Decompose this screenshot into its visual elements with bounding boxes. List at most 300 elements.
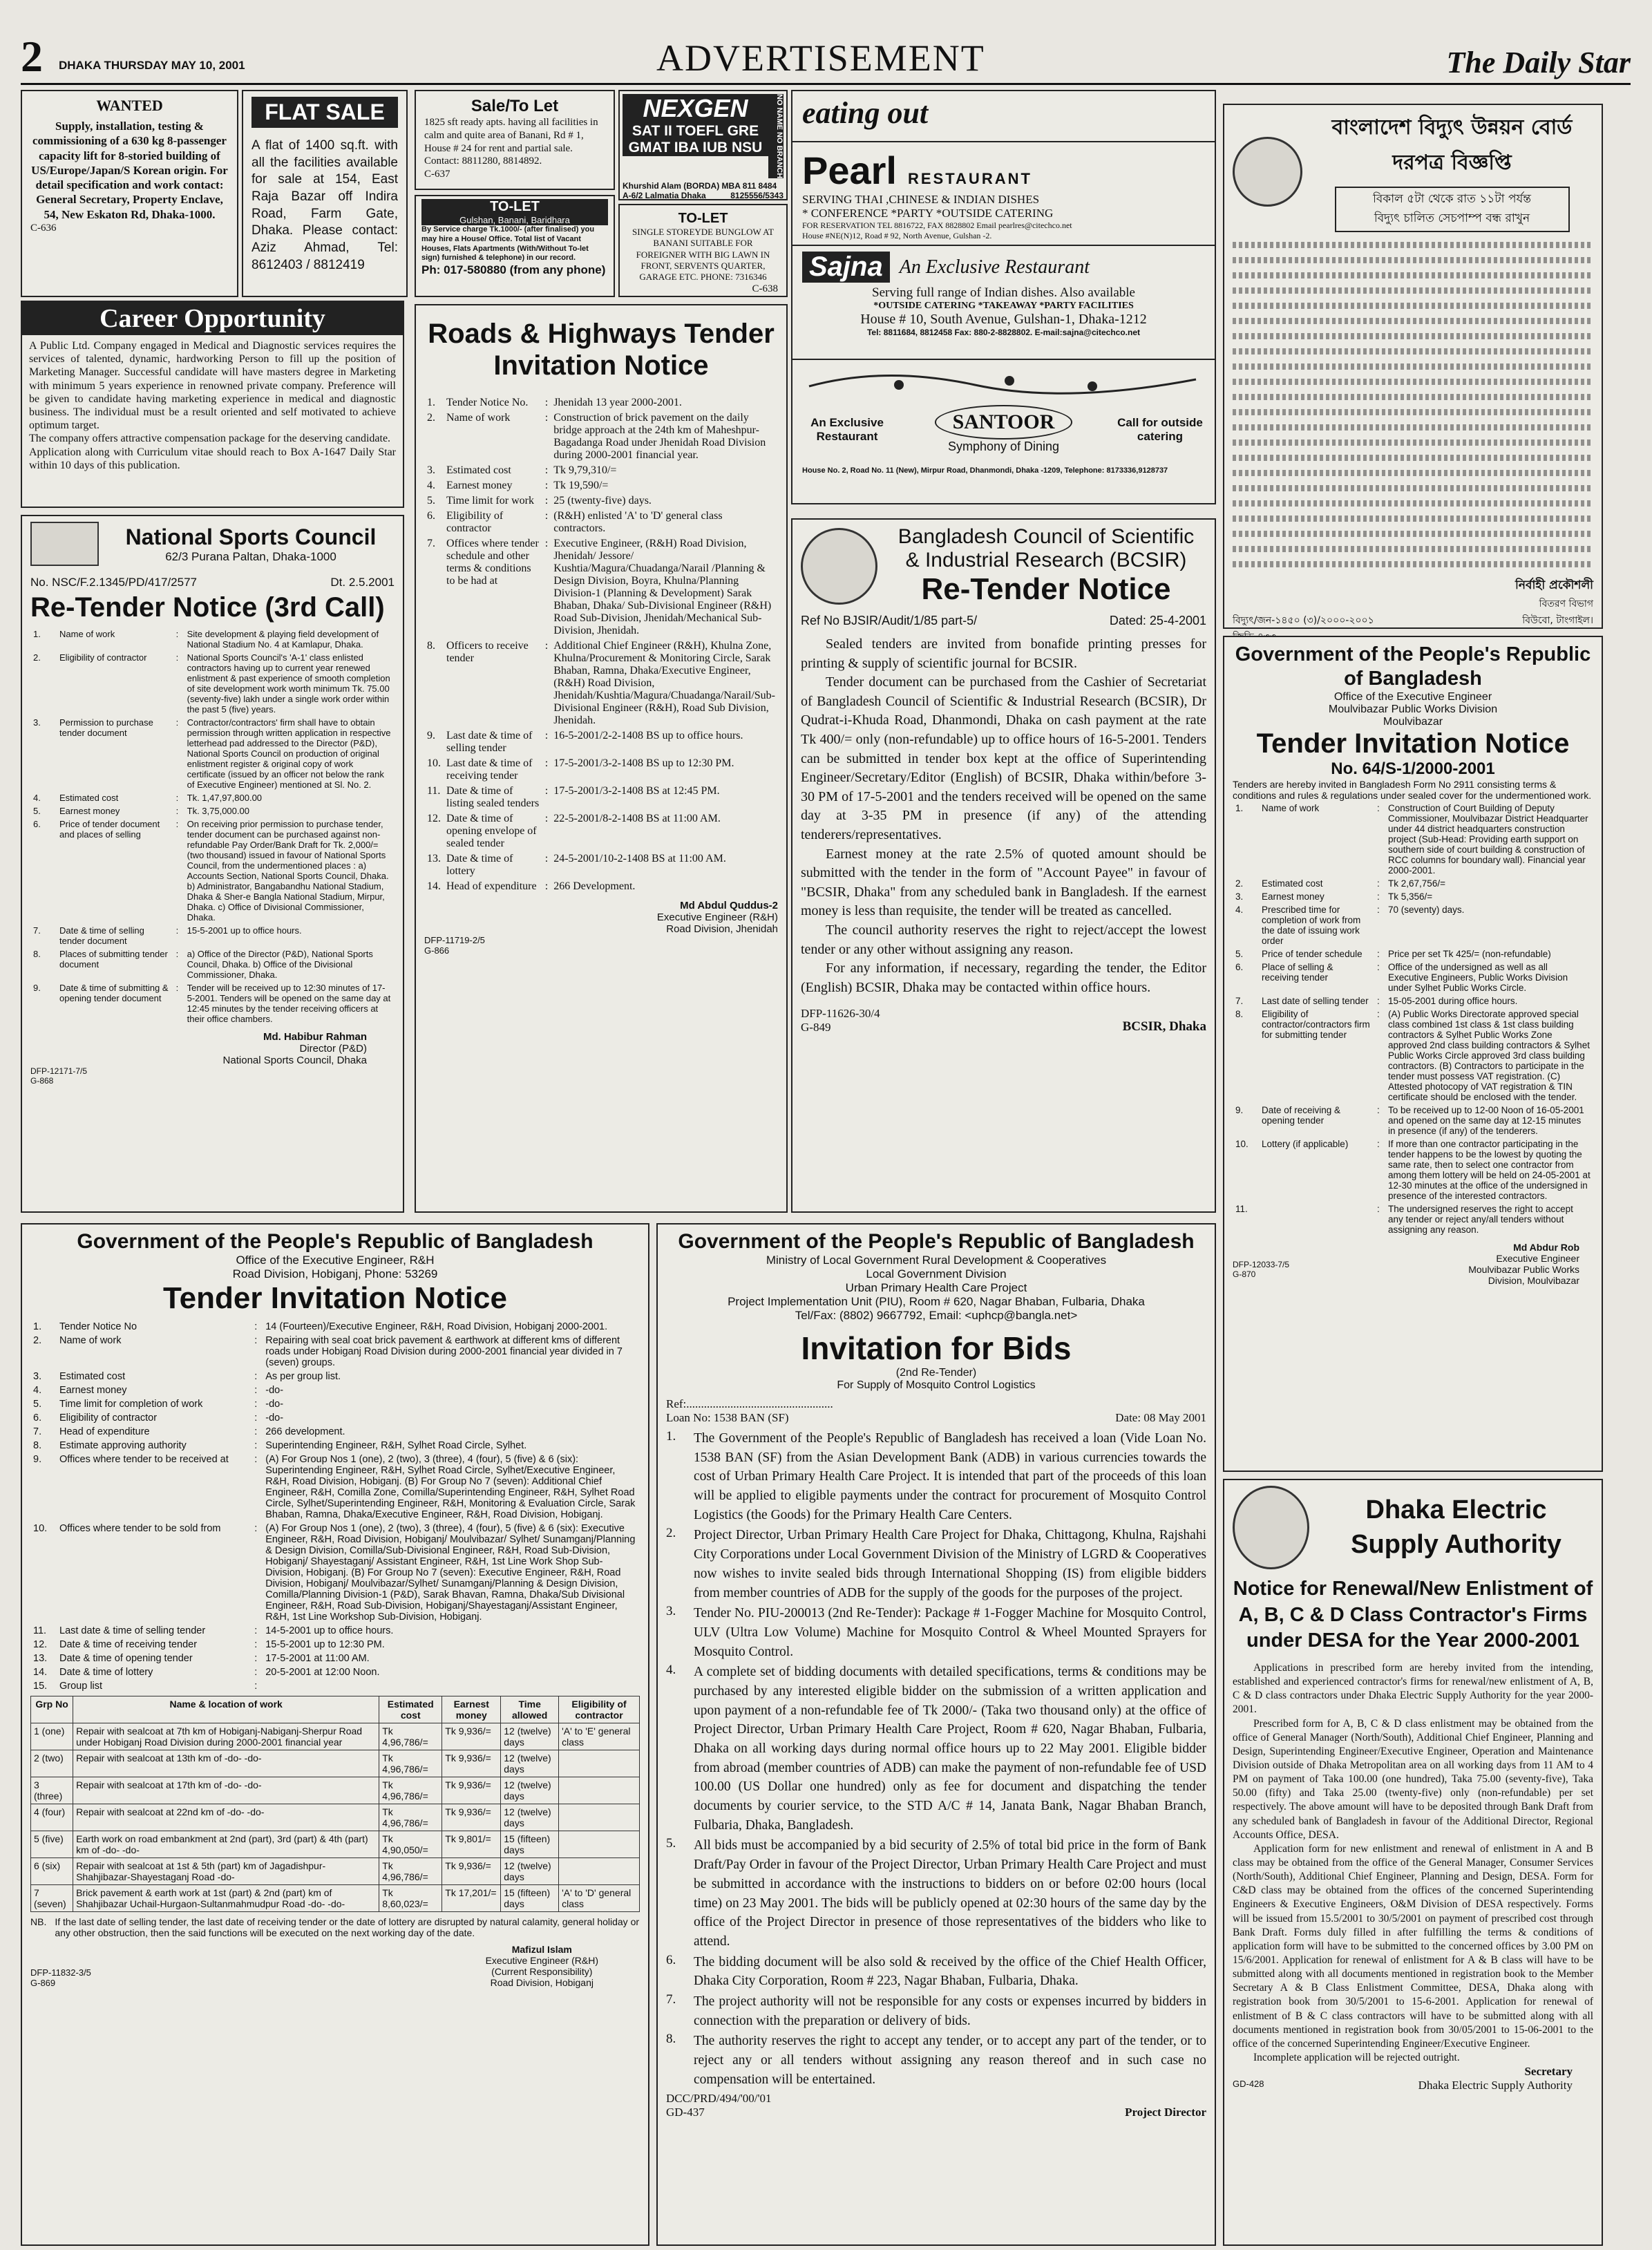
row-label: Estimate approving authority [59, 1440, 187, 1451]
flat-sale-ad [242, 90, 408, 297]
row-value: As per group list. [265, 1371, 341, 1382]
table-row [30, 651, 395, 716]
row-label: Date & time of lottery [59, 1667, 153, 1678]
row-value: Tk 2,67,756/= [1388, 878, 1445, 889]
table-row [1233, 1137, 1593, 1202]
ifb-division: Local Government Division [866, 1267, 1007, 1280]
row-value: On receiving prior permission to purchase tender, tender document can be purchased against non-refundable Pay Order/Bank Draft for Tk. 2,000/= (two thousand) issued in favour of National Sports Council, from the undermentioned places : a) Accounts Section, National Sports Council, Dhaka. b) Administrator, Bangabandhu National Stadium, Dhaka & Sher-e Bangla National Stadium, Mirpur, Dhaka. c) Office of Divisional Commissioner, Dhaka. [187, 819, 389, 923]
moulvibazar-tender-ad [1223, 636, 1603, 1472]
row-label: Name of work [1262, 803, 1320, 814]
ad-code: G-866 [424, 945, 450, 956]
sajna-line2: *OUTSIDE CATERING *TAKEAWAY *PARTY FACILITIES [873, 301, 1134, 311]
group-table-cell: Tk 9,936/= [442, 1858, 501, 1885]
group-table-cell: Tk 4,96,786/= [379, 1777, 442, 1804]
row-value: 14-5-2001 up to office hours. [265, 1625, 394, 1636]
nexgen-ad [618, 90, 788, 200]
roads-org: Road Division, Jhenidah [666, 923, 778, 935]
pearl-line2: * CONFERENCE *PARTY *OUTSIDE CATERING [802, 207, 1054, 220]
ifb-unit: Project Implementation Unit (PIU), Room # 620, Nagar Bhaban, Fulbaria, Dhaka [728, 1295, 1145, 1308]
table-row [30, 627, 395, 651]
ad-code: DFP-11719-2/5 [424, 935, 485, 945]
row-separator: : [254, 1639, 258, 1650]
row-number: 10. [33, 1523, 48, 1534]
row-number: 8. [33, 1440, 42, 1451]
row-number: 8. [1235, 1009, 1244, 1020]
row-separator: : [175, 983, 179, 993]
row-label: Places of submitting tender document [59, 949, 168, 970]
nexgen-phones: 8125556/5343 [730, 191, 784, 201]
row-number: 6. [1235, 962, 1244, 973]
ifb-signoff: Project Director [1125, 2106, 1206, 2119]
bcsir-p3: Earnest money at the rate 2.5% of quoted amount should be submitted with the tender in the form of "Account Payee" in favour of "BCSIR, Dhaka" from any scheduled bank in Bangladesh. If the earnest money is less than requisite, the tender will be treated as cancelled. [801, 846, 1206, 919]
bpdb-subtitle: দরপত্র বিজ্ঞপ্তি [1392, 151, 1512, 175]
row-separator: : [544, 853, 549, 864]
group-table-header: Name & location of work [73, 1696, 379, 1723]
group-table-cell: Tk 4,90,050/= [379, 1831, 442, 1858]
row-value: To be received up to 12-00 Noon of 16-05-2001 and opened on the same day at 12-15 minutes in presence (if any) of the tenderers. [1388, 1105, 1584, 1137]
bpdb-body-text [1233, 242, 1593, 567]
row-label: Group list [59, 1681, 103, 1692]
hb-group-table [30, 1696, 640, 1912]
row-label: Tender Notice No. [446, 397, 529, 408]
group-table-cell: 4 (four) [31, 1804, 73, 1831]
nsc-notice-title: Re-Tender Notice (3rd Call) [30, 592, 385, 623]
desa-p1: Applications in prescribed form are hereby invited from the intending, established and experienced contractor's firms for renewal/new enlistment of A, B, C & D class contractors under Dhaka Electric Supply Authority for the year 2000-2001. [1233, 1662, 1593, 1716]
table-row [424, 410, 778, 463]
row-number: 1. [33, 629, 41, 639]
ad-code: C-636 [30, 222, 57, 234]
table-row [1233, 994, 1593, 1008]
bcsir-p5: For any information, if necessary, regarding the tender, the Editor (English) BCSIR, Dhaka may be contacted within office hours. [801, 961, 1206, 995]
ifb-sub2: For Supply of Mosquito Control Logistics [837, 1379, 1036, 1391]
flat-sale-body: A flat of 1400 sq.ft. with all the facilities available for sale at 154, East Raja Bazar off Indira Road, Farm Gate, Dhaka. Please contact: Aziz Ahmad, Tel: 8612403 / 8812419 [251, 138, 398, 272]
row-separator: : [544, 510, 549, 522]
group-table-cell: Tk 9,801/= [442, 1831, 501, 1858]
table-row [1233, 802, 1593, 877]
nsc-table [30, 627, 395, 1025]
pearl-tag: RESTAURANT [908, 170, 1032, 187]
table-row [30, 1624, 640, 1638]
group-table-header: Earnest money [442, 1696, 501, 1723]
row-label: Officers to receive tender [446, 640, 529, 664]
group-table-cell: 'A' to 'E' general class [559, 1723, 640, 1750]
to-let-subtitle: Gulshan, Banani, Baridhara [421, 215, 608, 225]
row-label: Name of work [446, 412, 511, 424]
list-item [666, 1429, 1206, 1524]
group-table-header: Time allowed [501, 1696, 559, 1723]
row-label: Place of selling & receiving tender [1262, 962, 1333, 983]
row-separator: : [1377, 1204, 1380, 1215]
hb-office: Office of the Executive Engineer, R&H [236, 1254, 435, 1267]
row-label: Time limit for work [446, 495, 534, 507]
nexgen-address: A-6/2 Lalmatia Dhaka [623, 191, 706, 201]
desa-org: Dhaka Electric Supply Authority [1418, 2079, 1573, 2092]
hb-org: Road Division, Hobiganj [490, 1977, 594, 1988]
table-row [1233, 1008, 1593, 1104]
desa-notice-ad [1223, 1479, 1603, 2246]
group-table-cell: 12 (twelve) days [501, 1804, 559, 1831]
bcsir-p1: Sealed tenders are invited from bonafide printing presses for printing & supply of scientific journal for BCSIR. [801, 636, 1206, 671]
ifb-gov: Government of the People's Republic of Bangladesh [678, 1230, 1195, 1253]
table-row [424, 811, 778, 851]
row-label: Estimated cost [1262, 878, 1323, 889]
group-table-cell [559, 1804, 640, 1831]
desa-p4: Incomplete application will be rejected outright. [1253, 2052, 1460, 2063]
career-body3: Application along with Curriculum vitae should reach to Box A-1647 Daily Star within 10 days of this publication. [29, 446, 396, 471]
row-label: Earnest money [59, 1385, 127, 1396]
mb-office3: Moulvibazar [1383, 715, 1443, 728]
group-table-cell: 12 (twelve) days [501, 1858, 559, 1885]
table-row [1233, 961, 1593, 994]
row-value: Tk 9,79,310/= [553, 464, 617, 476]
ifb-date: Date: 08 May 2001 [1115, 1411, 1206, 1424]
row-number: 11. [33, 1625, 47, 1636]
row-separator: : [175, 717, 179, 728]
pearl-logo: Pearl [802, 149, 897, 192]
sajna-logo: Sajna [802, 252, 890, 283]
group-table-cell: Repair with sealcoat at 7th km of Hobiganj-Nabiganj-Sherpur Road under Hobiganj Road Division during 2000-2001 financial year [73, 1723, 379, 1750]
row-number: 8. [427, 640, 435, 652]
mb-office: Office of the Executive Engineer [1333, 690, 1492, 703]
row-number: 11. [1235, 1204, 1248, 1215]
row-number: 8. [33, 949, 41, 959]
row-separator: : [544, 495, 549, 507]
group-table-cell: 3 (three) [31, 1777, 73, 1804]
row-separator: : [1377, 949, 1380, 960]
row-number: 14. [33, 1667, 48, 1678]
row-label: Date of receiving & opening tender [1262, 1105, 1341, 1126]
nexgen-contact: Khurshid Alam (BORDA) MBA 811 8484 [623, 181, 777, 191]
group-table-cell [559, 1831, 640, 1858]
group-table-cell: 15 (fifteen) days [501, 1831, 559, 1858]
list-item [666, 2032, 1206, 2089]
nsc-title: National Sports Council [125, 524, 377, 549]
group-table-row [31, 1804, 640, 1831]
table-row [30, 1425, 640, 1439]
bpdb-title: বাংলাদেশ বিদ্যুৎ উন্নয়ন বোর্ড [1331, 115, 1573, 140]
row-value: Tk. 3,75,000.00 [187, 806, 249, 816]
wanted-title: WANTED [96, 97, 163, 114]
row-label: Last date & time of receiving tender [446, 757, 533, 782]
table-row [424, 756, 778, 784]
roads-highways-tender-ad [415, 304, 788, 1213]
row-value: 15-5-2001 up to office hours. [187, 925, 302, 936]
desa-p3: Application form for new enlistment and renewal of enlistment in A and B class may be obtained from the office of the General Manager, Consumer Services (North/South), Additional Chief Engineer, Planning and Design, DESA. Form for C&D class may be obtained from the offices of the concerned Superintending Engineers & Executive Engineers, O&M Division of DESA respectively. Forms will be issued from 15.5/2001 to 30/5/2001 on payment of prescribed cost through Bank Draft. Forms duly filled in after fulfilling the terms & conditions of application form will have to be submitted to the concerned offices by 3.00 PM on 15/6/2001. Application for renewal of enlistment for A & B class will have to be submitted along with all documents mentioned in registration book to the Member Secretary A & B Class Enlistment Committee, DESA, Dhaka along with registration book from 30/5/2001 to 15-6-2001. Application for renewal of enlistment of B & C class contractors will have to be submitted along with all documents mentioned in registration book from 30/05/2001 to 15-06-2001 to the office of the concerned Superintending Engineer/Executive Engineer. [1233, 1842, 1593, 2050]
list-item-text: A complete set of bidding documents with detailed specifications, terms & conditions may be purchased by any interested eligible bidder on the submission of a written application and upon payment of a non-refundable fee of Tk 2000/- (Taka two thousand only) at the office of Project Director, Urban Primary Health Care Project, Room # 620, Nagar Bhaban, Fulbaria, Dhaka on all working days during normal office hours up to 22 May 2001. Eligible bidder from abroad (member countries of ADB) can make the payment of non-refundable fee of USD 100.00 (US Dollar one hundred) only as fee for document and dispatching the tender documents by courier service, to the STD A/C # 14, Janata Bank, Nagar Bhaban Branch, Fulbaria, Dhaka, Bangladesh. [694, 1665, 1206, 1833]
row-label: Earnest money [1262, 891, 1325, 902]
ad-code: GD-428 [1233, 2079, 1264, 2090]
mb-notice-no: No. 64/S-1/2000-2001 [1331, 759, 1495, 778]
row-label: Permission to purchase tender document [59, 717, 153, 738]
row-separator: : [254, 1371, 258, 1382]
sajna-ad [792, 246, 1215, 360]
table-row [30, 1320, 640, 1334]
hb-gov: Government of the People's Republic of Bangladesh [77, 1230, 594, 1253]
row-number: 10. [427, 757, 441, 769]
row-label [1259, 1202, 1374, 1236]
list-item [666, 1836, 1206, 1951]
bpdb-emblem-icon [1233, 137, 1302, 207]
group-table-cell: 1 (one) [31, 1723, 73, 1750]
row-value: (A) For Group Nos 1 (one), 2 (two), 3 (three), 4 (four), 5 (five) & 6 (six): Executive Engineer, R&H, Road Division, Hobiganj/ Moulvibazar/ Sylhet/ Sunamganj/Planning & Design Division, Comilla/Sub-Divisional Engineer, R&H, Road Sub-Division, Hobiganj/ Shayestaganj/ Assistant Engineer, R&H, 1st Line Work Shop Sub-Division, Hobiganj. (B) For Group No 7 (seven): Executive Engineer, R&H, Road Division, Hobiganj/ Moulvibazar/Sylhet/ Sunamganj/Planning & Design Division, Comilla/Planning Division-1 (P&D), Sarak Bhavan, Ramna, Dhaka/Sub Divisional Engineer, R&H, Road Sub-Division, Hobiganj/Shayestaganj/Assistant Engineer, R&H, 1st Line Workshop Sub-Division, Hobiganj. [265, 1523, 636, 1623]
list-item-number: 4. [666, 1663, 676, 1678]
row-value: a) Office of the Director (P&D), National Sports Council, Dhaka. b) Office of the Divisional Commissioner, Dhaka. [187, 949, 373, 980]
table-row [30, 1397, 640, 1411]
list-item-text: Project Director, Urban Primary Health Care Project for Dhaka, Chittagong, Khulna, Rajshahi City Corporations under Local Government Division of the Ministry of LGRD & Cooperatives now wishes to invite sealed bids through International Shopping (IS) from eligible bidders from member countries of ADB for the supply of the goods for the purposes of the project. [694, 1528, 1206, 1600]
row-number: 7. [427, 538, 435, 549]
mb-designation: Executive Engineer [1496, 1253, 1579, 1265]
list-item-number: 5. [666, 1836, 676, 1851]
table-row [1233, 1104, 1593, 1137]
row-separator: : [544, 757, 549, 769]
table-row [30, 1652, 640, 1665]
row-number: 10. [1235, 1139, 1249, 1150]
dateline: DHAKA THURSDAY MAY 10, 2001 [59, 59, 245, 72]
list-item-number: 3. [666, 1604, 676, 1619]
ad-code: DFP-11626-30/4 [801, 1007, 880, 1021]
row-value: 25 (twenty-five) days. [553, 495, 652, 507]
row-label: Earnest money [59, 806, 120, 816]
row-value: Tk. 1,47,97,800.00 [187, 793, 263, 803]
to-let-title: TO-LET [421, 199, 608, 215]
bcsir-p4: The council authority reserves the right to reject/accept the lowest tender or any other without assigning any reason. [801, 922, 1206, 957]
santoor-address: House No. 2, Road No. 11 (New), Mirpur Road, Dhanmondi, Dhaka -1209, Telephone: 8173336,9128737 [802, 466, 1168, 475]
row-number: 11. [427, 785, 441, 797]
mb-notice-title: Tender Invitation Notice [1256, 728, 1570, 759]
row-separator: : [254, 1385, 258, 1396]
table-row [30, 817, 395, 924]
sajna-line3: House # 10, South Avenue, Gulshan-1, Dhaka-1212 [860, 312, 1147, 327]
mb-org: Moulvibazar Public Works [1468, 1264, 1579, 1276]
row-label: Price of tender schedule [1262, 949, 1363, 960]
desa-notice-title: Notice for Renewal/New Enlistment of A, B, C & D Class Contractor's Firms under DESA for the Year 2000-2001 [1233, 1578, 1593, 1652]
row-value: 17-5-2001/3-2-1408 BS at 12:45 PM. [553, 785, 720, 797]
career-body: A Public Ltd. Company engaged in Medical and Diagnostic services requires the services of talented, dynamic, hardworking Person to fill up the position of Marketing Manager. Successful candidate will have masters degree in Marketing with minimum 5 years experience in renowned private company. Preference will be given to candidate having marketing experience in medical and diagnostic business. The individual must be a result oriented and self motivated to achieve optimum target. [29, 340, 396, 432]
sale-to-let-body: 1825 sft ready apts. having all facilities in calm and quite area of Banani, Rd # 1, House # 24 for rent and partial sale. Contact: 8811280, 8814892. [424, 117, 598, 167]
group-table-row [31, 1723, 640, 1750]
table-row [30, 1665, 640, 1679]
row-value: Tk 5,356/= [1388, 891, 1433, 902]
row-label: Estimated cost [59, 793, 119, 803]
group-table-cell: Tk 4,96,786/= [379, 1858, 442, 1885]
row-value: -do- [265, 1399, 284, 1410]
nsc-designation: Director (P&D) [299, 1043, 367, 1055]
wanted-body: Supply, installation, testing & commissioning of a 630 kg 8-passenger capacity lift for 8-storied building of US/Europe/Japan/S Korean origin. For detail specification and work contact: General Secretary, Property Enclave, 54, New Eskaton Rd, Dhaka-1000. [31, 120, 228, 221]
row-separator: : [544, 397, 549, 408]
row-value: Office of the undersigned as well as all Executive Engineers, Public Works Division under Sylhet Public Works Circle. [1388, 962, 1568, 994]
roads-designation: Executive Engineer (R&H) [656, 911, 778, 923]
row-value: 20-5-2001 at 12:00 Noon. [265, 1667, 380, 1678]
table-row [30, 1638, 640, 1652]
bcsir-emblem-icon [801, 528, 877, 605]
row-value: 17-5-2001/3-2-1408 BS up to 12:30 PM. [553, 757, 734, 769]
flat-sale-title: FLAT SALE [251, 97, 398, 128]
ad-code: G-869 [30, 1978, 56, 1988]
row-value: 15-5-2001 up to 12:30 PM. [265, 1639, 385, 1650]
row-number: 4. [1235, 905, 1244, 916]
eating-out-ads [791, 90, 1216, 504]
table-row [1233, 947, 1593, 961]
row-value: 16-5-2001/2-2-1408 BS up to office hours. [553, 730, 743, 741]
group-table-cell: Tk 4,96,786/= [379, 1750, 442, 1777]
page-number: 2 [21, 32, 43, 81]
row-number: 4. [33, 1385, 42, 1396]
row-number: 2. [427, 412, 435, 424]
row-number: 9. [33, 983, 41, 993]
row-label: Earnest money [446, 480, 513, 491]
mb-table [1233, 802, 1593, 1236]
row-separator: : [254, 1321, 258, 1332]
list-item-number: 1. [666, 1429, 676, 1444]
row-separator: : [1377, 878, 1380, 889]
row-number: 3. [33, 717, 41, 728]
nsc-ref: No. NSC/F.2.1345/PD/417/2577 [30, 576, 197, 589]
row-separator: : [1377, 1009, 1380, 1020]
bcsir-signoff: BCSIR, Dhaka [1122, 1019, 1206, 1034]
bcsir-p2: Tender document can be purchased from the Cashier of Secretariat of Bangladesh Council of Scientific & Industrial Research (BCSIR), Dr Qudrat-i-Khuda Road, Dhanmondi, Dhaka on cash payment at the rate Tk 400/= only (non-refundable) up to office hours of 16-5-2001. Tenders can be submitted in tender box kept at the office of Superintending Engineer/Secretary/Editor (English) of BCSIR, Dhaka within/before 3-30 PM of 17-5-2001 and the tenders received will be opened on the same day at 3-35 PM in presence (if any) of the attending tenderers/representatives. [801, 674, 1206, 842]
to-let-phone: Ph: 017-580880 (from any phone) [421, 263, 606, 276]
row-separator: : [254, 1523, 258, 1534]
group-table-cell: 15 (fifteen) days [501, 1885, 559, 1912]
list-item-text: All bids must be accompanied by a bid security of 2.5% of total bid price in the form of Bank Draft/Pay Order in favour of the Project Director, Urban Primary Health Care Project and must be submitted in accordance with the instructions to bidders on or before 02:00 hours (local time) on 23 May 2001. The bids will be publicly opened at 02:30 hours of the same day by the office of the Project Director in presence of those representatives of the bidders who like to attend. [694, 1838, 1206, 1949]
row-label: Date & time of selling tender document [59, 925, 144, 946]
ifb-sub1: (2nd Re-Tender) [895, 1367, 977, 1379]
ad-code: DFP-11832-3/5 [30, 1967, 91, 1978]
desa-emblem-icon [1233, 1486, 1309, 1569]
table-row [30, 1453, 640, 1522]
row-value: -do- [265, 1385, 284, 1396]
row-label: Tender Notice No [59, 1321, 137, 1332]
bcsir-notice-title: Re-Tender Notice [921, 572, 1171, 606]
hb-notice-title: Tender Invitation Notice [163, 1281, 507, 1315]
hb-signer: Mafizul Islam [511, 1944, 572, 1955]
row-separator: : [544, 412, 549, 424]
list-item-text: The authority reserves the right to accept any tender, or to accept any part of the tender, or to reject any or all tenders without assigning any reason thereof and in such case no compensation will be entertained. [694, 2034, 1206, 2087]
row-value: (R&H) enlisted 'A' to 'D' general class contractors. [553, 510, 723, 534]
row-separator: : [1377, 891, 1380, 902]
row-separator: : [544, 880, 549, 892]
row-number: 2. [33, 652, 41, 663]
bpdb-signer: নির্বাহী প্রকৌশলী [1515, 578, 1593, 592]
nexgen-side-text: NO NAME NO BRANCH [768, 94, 784, 178]
row-separator: : [175, 793, 179, 803]
list-item [666, 1604, 1206, 1661]
list-item-number: 6. [666, 1952, 676, 1967]
bcsir-title2: & Industrial Research (BCSIR) [905, 549, 1187, 571]
nsc-address: 62/3 Purana Paltan, Dhaka-1000 [165, 549, 336, 563]
row-separator: : [254, 1454, 258, 1465]
nsc-tender-ad [21, 515, 404, 1213]
row-label: Lottery (if applicable) [1262, 1139, 1349, 1150]
row-label: Prescribed time for completion of work from the date of issuing work order [1262, 905, 1361, 947]
list-item [666, 1992, 1206, 2030]
row-value: Price per set Tk 425/= (non-refundable) [1388, 949, 1551, 960]
group-table-cell: Tk 9,936/= [442, 1723, 501, 1750]
row-number: 1. [33, 1321, 42, 1332]
group-table-cell: 'A' to 'D' general class [559, 1885, 640, 1912]
row-number: 7. [33, 925, 41, 936]
row-separator: : [1377, 803, 1380, 814]
row-label: Last date & time of selling tender [446, 730, 533, 754]
mb-org2: Division, Moulvibazar [1488, 1275, 1579, 1287]
group-table-cell: 6 (six) [31, 1858, 73, 1885]
list-item-text: The Government of the People's Republic of Bangladesh has received a loan (Vide Loan No. 1538 BAN (SF) from the Asian Development Bank (ADB) in various currencies towards the cost of Urban Primary Health Care Project. It is intended that part of the proceeds of this loan will be applied to eligible payments under the contract for procurement of Mosquito Control Logistics (the Goods) for the Primary Health Care Centers. [694, 1431, 1206, 1522]
row-number: 2. [33, 1335, 42, 1346]
list-item [666, 1953, 1206, 1991]
nsc-date: Dt. 2.5.2001 [330, 576, 395, 589]
row-label: Price of tender document and places of selling [59, 819, 160, 840]
row-label: Offices where tender to be sold from [59, 1523, 221, 1534]
row-separator: : [544, 538, 549, 549]
music-notes-icon [802, 366, 1203, 397]
row-separator: : [175, 819, 179, 829]
row-value: (A) Public Works Directorate approved special class combined 1st class & 1st class building contractors & Sylhet Public Works Zone approved 2nd class building contractors & Sylhet Public Works Circle approved 3rd class building contractors. (B) Contractors to participate in the tender must possess VAT registration. (C) Attested photocopy of VAT registration & TIN certificate should be enclosed with the tender. [1388, 1009, 1590, 1103]
row-separator: : [1377, 905, 1380, 916]
roads-title: Roads & Highways Tender Invitation Notice [428, 319, 775, 381]
to-let-gulshan-ad [415, 195, 615, 297]
row-number: 1. [1235, 803, 1244, 814]
ifb-ministry: Ministry of Local Government Rural Development & Cooperatives [766, 1254, 1107, 1267]
group-table-cell: 7 (seven) [31, 1885, 73, 1912]
table-row [424, 536, 778, 639]
masthead [21, 31, 1631, 85]
section-title: ADVERTISEMENT [656, 37, 985, 79]
row-label: Date & time of listing sealed tenders [446, 785, 540, 809]
career-opportunity-ad [21, 301, 404, 508]
row-label: Eligibility of contractor [59, 652, 147, 663]
hb-office2: Road Division, Hobiganj, Phone: 53269 [232, 1267, 438, 1280]
list-item-number: 2. [666, 1526, 676, 1541]
table-row [424, 509, 778, 536]
mb-office2: Moulvibazar Public Works Division [1328, 703, 1498, 715]
row-separator: : [254, 1667, 258, 1678]
group-table-cell: 2 (two) [31, 1750, 73, 1777]
sale-to-let-ad [415, 90, 615, 190]
row-number: 2. [1235, 878, 1244, 889]
group-table-cell: Tk 17,201/= [442, 1885, 501, 1912]
table-row [30, 1334, 640, 1370]
table-row [424, 879, 778, 894]
row-separator: : [544, 813, 549, 824]
row-number: 5. [33, 1399, 42, 1410]
row-value: 14 (Fourteen)/Executive Engineer, R&H, Road Division, Hobiganj 2000-2001. [265, 1321, 608, 1332]
sajna-tag: An Exclusive Restaurant [899, 256, 1090, 278]
table-row [424, 493, 778, 509]
row-value: Jhenidah 13 year 2000-2001. [553, 397, 682, 408]
row-label: Offices where tender schedule and other terms & conditions to be had at [446, 538, 539, 587]
row-separator: : [1377, 996, 1380, 1007]
group-table-header: Eligibility of contractor [559, 1696, 640, 1723]
table-row [30, 1370, 640, 1383]
row-number: 15. [33, 1681, 48, 1692]
roads-signer: Md Abdul Quddus-2 [680, 900, 778, 911]
row-label: Head of expenditure [59, 1426, 150, 1437]
group-table-cell: Repair with sealcoat at 13th km of -do- -do- [73, 1750, 379, 1777]
table-row [30, 924, 395, 947]
group-table-cell: Brick pavement & earth work at 1st (part) & 2nd (part) km of Shahjibazar Uchail-Hurgaon-Sultanmahmudpur Road -do- -do- [73, 1885, 379, 1912]
list-item [666, 1663, 1206, 1835]
group-table-row [31, 1885, 640, 1912]
row-value: 70 (seventy) days. [1388, 905, 1465, 916]
row-number: 4. [427, 480, 435, 491]
santoor-logo: SANTOOR [935, 405, 1073, 439]
ifb-tel: Tel/Fax: (8802) 9667792, Email: <uphcp@bangla.net> [795, 1309, 1078, 1322]
bpdb-org2: বিউবো, টাংগাইল। [1522, 615, 1593, 626]
row-separator: : [175, 949, 179, 959]
sajna-line4: Tel: 8811684, 8812458 Fax: 880-2-8828802. E-mail:sajna@citechco.net [866, 328, 1141, 337]
list-item-text: The bidding document will be also sold & received by the office of the Chief Health Officer, Dhaka City Corporation, Room # 223, Nagar Bhaban, Fulbaria, Dhaka. [694, 1954, 1206, 1989]
nexgen-line2: GMAT IBA IUB NSU [623, 140, 768, 156]
